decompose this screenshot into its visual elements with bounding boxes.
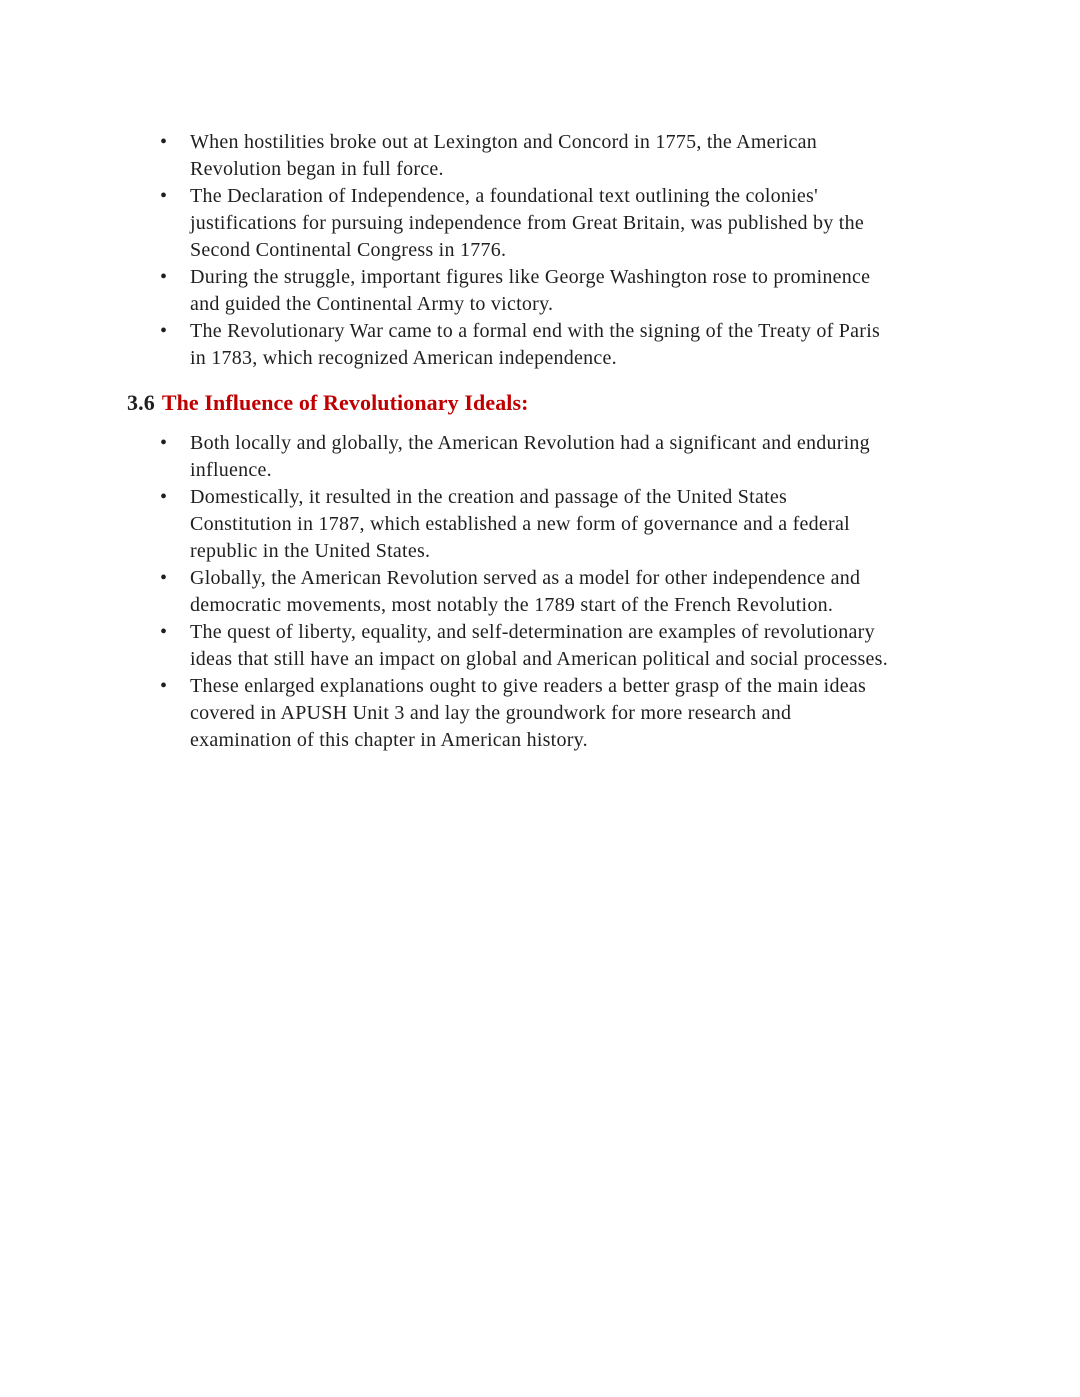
text-line: in 1783, which recognized American independence. (190, 347, 617, 369)
list-item-text (190, 264, 990, 318)
bullet-marker: • (160, 567, 168, 589)
text-line: influence. (190, 459, 272, 481)
list-item (127, 619, 990, 673)
section-number: 3.6 (127, 390, 155, 415)
bullet-marker: • (160, 185, 168, 207)
section-title: The Influence of Revolutionary Ideals: (161, 390, 529, 415)
list-item (127, 673, 990, 754)
text-line: ideas that still have an impact on global and American political and social processes. (190, 648, 888, 670)
text-line: and guided the Continental Army to victory. (190, 293, 554, 315)
bullet-marker: • (160, 266, 168, 288)
list-item (127, 430, 990, 484)
list-item (127, 484, 990, 565)
list-item-text (190, 565, 990, 619)
text-line: covered in APUSH Unit 3 and lay the groundwork for more research and (190, 702, 792, 724)
text-line: republic in the United States. (190, 540, 431, 562)
bullet-marker: • (160, 320, 168, 342)
bullet-list-revolutionary-ideals (127, 430, 990, 754)
list-item-text (190, 183, 990, 264)
bullet-marker: • (160, 131, 168, 153)
section-heading (127, 389, 990, 417)
text-line: Constitution in 1787, which established a new form of governance and a federal (190, 513, 850, 535)
list-item-text (190, 484, 990, 565)
list-item (127, 183, 990, 264)
text-line: These enlarged explanations ought to give readers a better grasp of the main ideas (190, 675, 867, 697)
text-line: During the struggle, important figures like George Washington rose to prominence (190, 266, 871, 288)
list-item-text (190, 129, 990, 183)
list-item (127, 129, 990, 183)
text-line: Globally, the American Revolution served as a model for other independence and (190, 567, 861, 589)
list-item-text (190, 619, 990, 673)
text-line: justifications for pursuing independence from Great Britain, was published by the (190, 212, 864, 234)
text-line: Second Continental Congress in 1776. (190, 239, 507, 261)
text-line: The quest of liberty, equality, and self-determination are examples of revolutionary (190, 621, 875, 643)
text-line: The Revolutionary War came to a formal end with the signing of the Treaty of Paris (190, 320, 881, 342)
text-line: democratic movements, most notably the 1789 start of the French Revolution. (190, 594, 834, 616)
list-item (127, 318, 990, 372)
list-item-text (190, 430, 990, 484)
bullet-list-revolution-events (127, 129, 990, 372)
text-line: Both locally and globally, the American Revolution had a significant and enduring (190, 432, 870, 454)
text-line: When hostilities broke out at Lexington and Concord in 1775, the American (190, 131, 818, 153)
bullet-marker: • (160, 486, 168, 508)
list-item-text (190, 673, 990, 754)
bullet-marker: • (160, 432, 168, 454)
list-item-text (190, 318, 990, 372)
bullet-marker: • (160, 675, 168, 697)
text-line: examination of this chapter in American history. (190, 729, 588, 751)
bullet-marker: • (160, 621, 168, 643)
text-line: Domestically, it resulted in the creation and passage of the United States (190, 486, 788, 508)
list-item (127, 565, 990, 619)
text-line: Revolution began in full force. (190, 158, 444, 180)
list-item (127, 264, 990, 318)
text-line: The Declaration of Independence, a foundational text outlining the colonies' (190, 185, 818, 207)
